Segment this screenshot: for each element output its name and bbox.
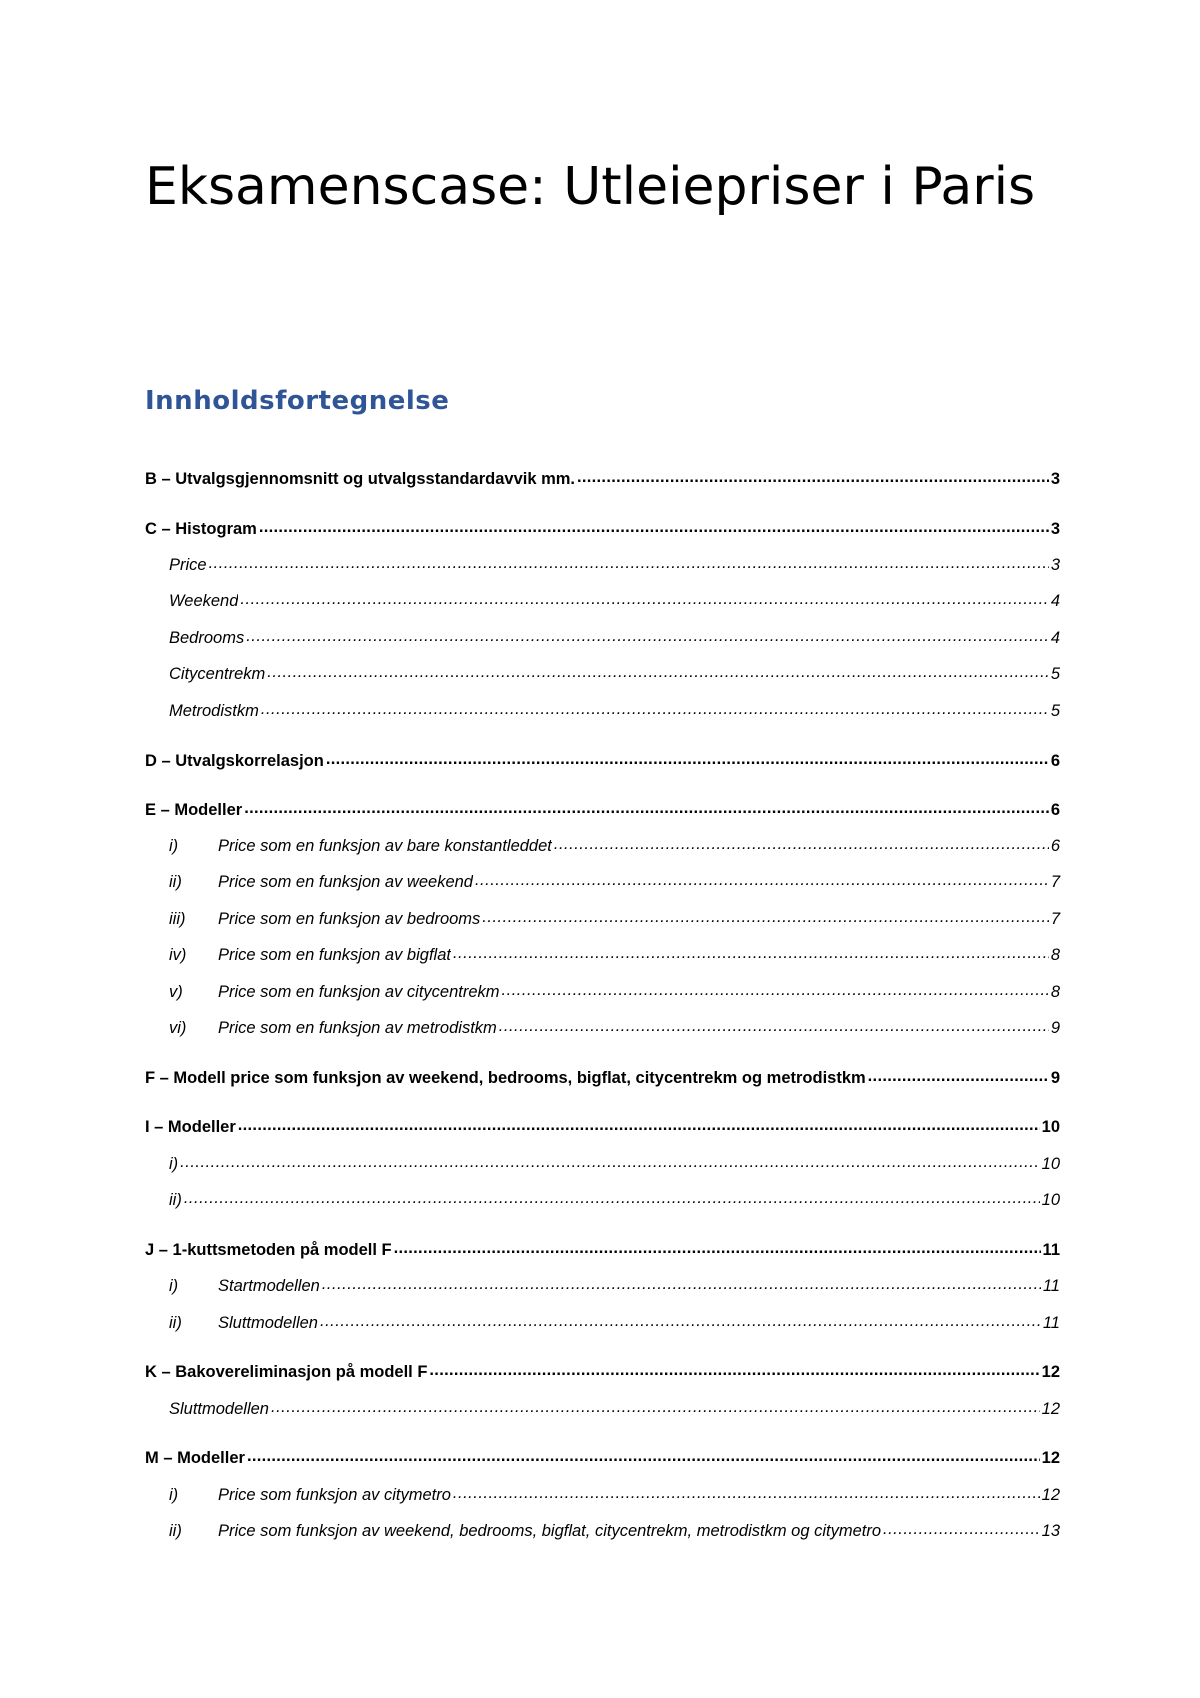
toc-entry-page-number: 5: [1050, 665, 1060, 683]
toc-entry-label: Startmodellen: [218, 1277, 320, 1295]
toc-entry[interactable]: [145, 588, 1060, 614]
toc-entry-label: Price som en funksjon av metrodistkm: [218, 1019, 497, 1037]
toc-leader-dots: [240, 588, 1048, 606]
toc-leader-dots: [244, 797, 1049, 815]
toc-entry-number: i): [169, 1277, 179, 1295]
toc-entry-number: i): [169, 837, 179, 855]
toc-leader-dots: [247, 1445, 1040, 1463]
toc-entry-page-number: 4: [1050, 629, 1060, 647]
toc-entry-label: Metrodistkm: [169, 702, 259, 720]
toc-entry-label: i): [169, 1155, 179, 1173]
toc-entry[interactable]: [145, 1065, 1060, 1091]
toc-entry-label: Price som en funksjon av weekend: [218, 873, 473, 891]
toc-leader-dots: [868, 1065, 1049, 1083]
toc-entry-page-number: 8: [1050, 946, 1060, 964]
toc-entry[interactable]: [145, 1518, 1060, 1544]
toc-entry-label: B – Utvalgsgjennomsnitt og utvalgsstandardavvik mm.: [145, 470, 576, 488]
toc-entry-page-number: 11: [1042, 1277, 1060, 1295]
toc-entry-label: F – Modell price som funksjon av weekend, bedrooms, bigflat, citycentrekm og metrodistkm: [145, 1069, 866, 1087]
toc-entry-page-number: 7: [1050, 910, 1060, 928]
toc-entry[interactable]: [145, 1151, 1060, 1177]
toc-entry-page-number: 13: [1041, 1522, 1060, 1540]
toc-leader-dots: [271, 1396, 1040, 1414]
toc-leader-dots: [320, 1310, 1041, 1328]
toc-entry-number: ii): [169, 1522, 182, 1540]
toc-leader-dots: [267, 661, 1049, 679]
toc-entry[interactable]: [145, 979, 1060, 1005]
toc-entry-label: Price som en funksjon av citycentrekm: [218, 983, 500, 1001]
toc-entry[interactable]: [145, 1114, 1060, 1140]
toc-leader-dots: [429, 1359, 1039, 1377]
toc-entry[interactable]: [145, 1396, 1060, 1422]
toc-leader-dots: [238, 1114, 1040, 1132]
toc-entry[interactable]: [145, 1187, 1060, 1213]
toc-leader-dots: [577, 466, 1049, 484]
toc-entry-number: iii): [169, 910, 186, 928]
toc-entry-label: E – Modeller: [145, 801, 243, 819]
toc-entry[interactable]: [145, 797, 1060, 823]
toc-entry[interactable]: [145, 661, 1060, 687]
toc-entry-label: Price som funksjon av citymetro: [218, 1486, 451, 1504]
toc-entry-page-number: 3: [1050, 556, 1060, 574]
toc-entry-page-number: 12: [1041, 1400, 1060, 1418]
toc-leader-dots: [453, 942, 1049, 960]
toc-entry-page-number: 8: [1050, 983, 1060, 1001]
toc-entry-page-number: 12: [1041, 1486, 1060, 1504]
toc-entry[interactable]: [145, 1482, 1060, 1508]
toc-entry-label: ii): [169, 1191, 182, 1209]
toc-entry[interactable]: [145, 1310, 1060, 1336]
toc-entry-label: I – Modeller: [145, 1118, 236, 1136]
toc-entry[interactable]: [145, 942, 1060, 968]
toc-entry[interactable]: [145, 552, 1060, 578]
toc-entry-page-number: 10: [1041, 1155, 1060, 1173]
toc-entry-page-number: 10: [1041, 1118, 1060, 1136]
toc-entry-label: Sluttmodellen: [218, 1314, 318, 1332]
toc-entry[interactable]: [145, 698, 1060, 724]
toc-entry[interactable]: [145, 466, 1060, 492]
toc-entry-label: J – 1-kuttsmetoden på modell F: [145, 1241, 392, 1259]
toc-entry-label: Price som funksjon av weekend, bedrooms, bigflat, citycentrekm, metrodistkm og citymetro: [218, 1522, 882, 1540]
toc-entry-label: M – Modeller: [145, 1449, 245, 1467]
toc-leader-dots: [246, 625, 1049, 643]
toc-entry-number: v): [169, 983, 183, 1001]
toc-entry-label: Citycentrekm: [169, 665, 266, 683]
toc-entry-label: Price som en funksjon av bedrooms: [218, 910, 481, 928]
toc-leader-dots: [883, 1518, 1040, 1536]
toc-entry-page-number: 4: [1050, 592, 1060, 610]
toc-entry[interactable]: [145, 1015, 1060, 1041]
toc-entry-page-number: 11: [1042, 1314, 1060, 1332]
toc-entry-number: ii): [169, 873, 182, 891]
toc-entry-label: Price: [169, 556, 207, 574]
toc-entry-label: Price som en funksjon av bare konstantleddet: [218, 837, 552, 855]
toc-leader-dots: [184, 1187, 1040, 1205]
toc-entry-page-number: 7: [1050, 873, 1060, 891]
toc-leader-dots: [259, 516, 1049, 534]
toc-entry-page-number: 3: [1050, 520, 1060, 538]
toc-entry-page-number: 6: [1050, 837, 1060, 855]
toc-entry-number: iv): [169, 946, 187, 964]
toc-entry-page-number: 5: [1050, 702, 1060, 720]
toc-entry[interactable]: [145, 1237, 1060, 1263]
toc-leader-dots: [554, 833, 1049, 851]
toc-entry-label: Weekend: [169, 592, 239, 610]
toc-leader-dots: [180, 1151, 1039, 1169]
toc-entry-page-number: 12: [1041, 1449, 1060, 1467]
toc-leader-dots: [475, 869, 1049, 887]
toc-entry[interactable]: [145, 1445, 1060, 1471]
toc-entry-label: C – Histogram: [145, 520, 257, 538]
toc-entry-page-number: 6: [1050, 752, 1060, 770]
toc-entry-label: K – Bakovereliminasjon på modell F: [145, 1363, 428, 1381]
toc-entry[interactable]: [145, 625, 1060, 651]
toc-leader-dots: [499, 1015, 1049, 1033]
toc-entry-number: i): [169, 1486, 179, 1504]
toc-entry[interactable]: [145, 748, 1060, 774]
toc-heading: Innholdsfortegnelse: [145, 386, 450, 416]
toc-leader-dots: [261, 698, 1049, 716]
toc-leader-dots: [482, 906, 1049, 924]
toc-entry-page-number: 6: [1050, 801, 1060, 819]
toc-entry-label: D – Utvalgskorrelasjon: [145, 752, 324, 770]
toc-leader-dots: [326, 748, 1049, 766]
toc-entry[interactable]: [145, 906, 1060, 932]
toc-leader-dots: [394, 1237, 1041, 1255]
toc-leader-dots: [502, 979, 1049, 997]
toc-entry-page-number: 3: [1050, 470, 1060, 488]
toc-entry[interactable]: [145, 833, 1060, 859]
toc-entry-number: vi): [169, 1019, 187, 1037]
toc-leader-dots: [453, 1482, 1040, 1500]
toc-leader-dots: [322, 1273, 1041, 1291]
toc-entry-label: Sluttmodellen: [169, 1400, 269, 1418]
toc-entry-page-number: 10: [1041, 1191, 1060, 1209]
toc-entry[interactable]: [145, 1359, 1060, 1385]
toc-entry-page-number: 12: [1041, 1363, 1060, 1381]
toc-entry-label: Price som en funksjon av bigflat: [218, 946, 451, 964]
toc-entry-page-number: 9: [1050, 1019, 1060, 1037]
toc-leader-dots: [209, 552, 1049, 570]
toc-entry[interactable]: [145, 869, 1060, 895]
toc-entry-number: ii): [169, 1314, 182, 1332]
toc-entry[interactable]: [145, 516, 1060, 542]
toc-entry-label: Bedrooms: [169, 629, 245, 647]
toc-entry[interactable]: [145, 1273, 1060, 1299]
toc-entry-page-number: 11: [1042, 1241, 1060, 1259]
toc-entry-page-number: 9: [1050, 1069, 1060, 1087]
document-title: Eksamenscase: Utleiepriser i Paris: [145, 157, 1036, 217]
